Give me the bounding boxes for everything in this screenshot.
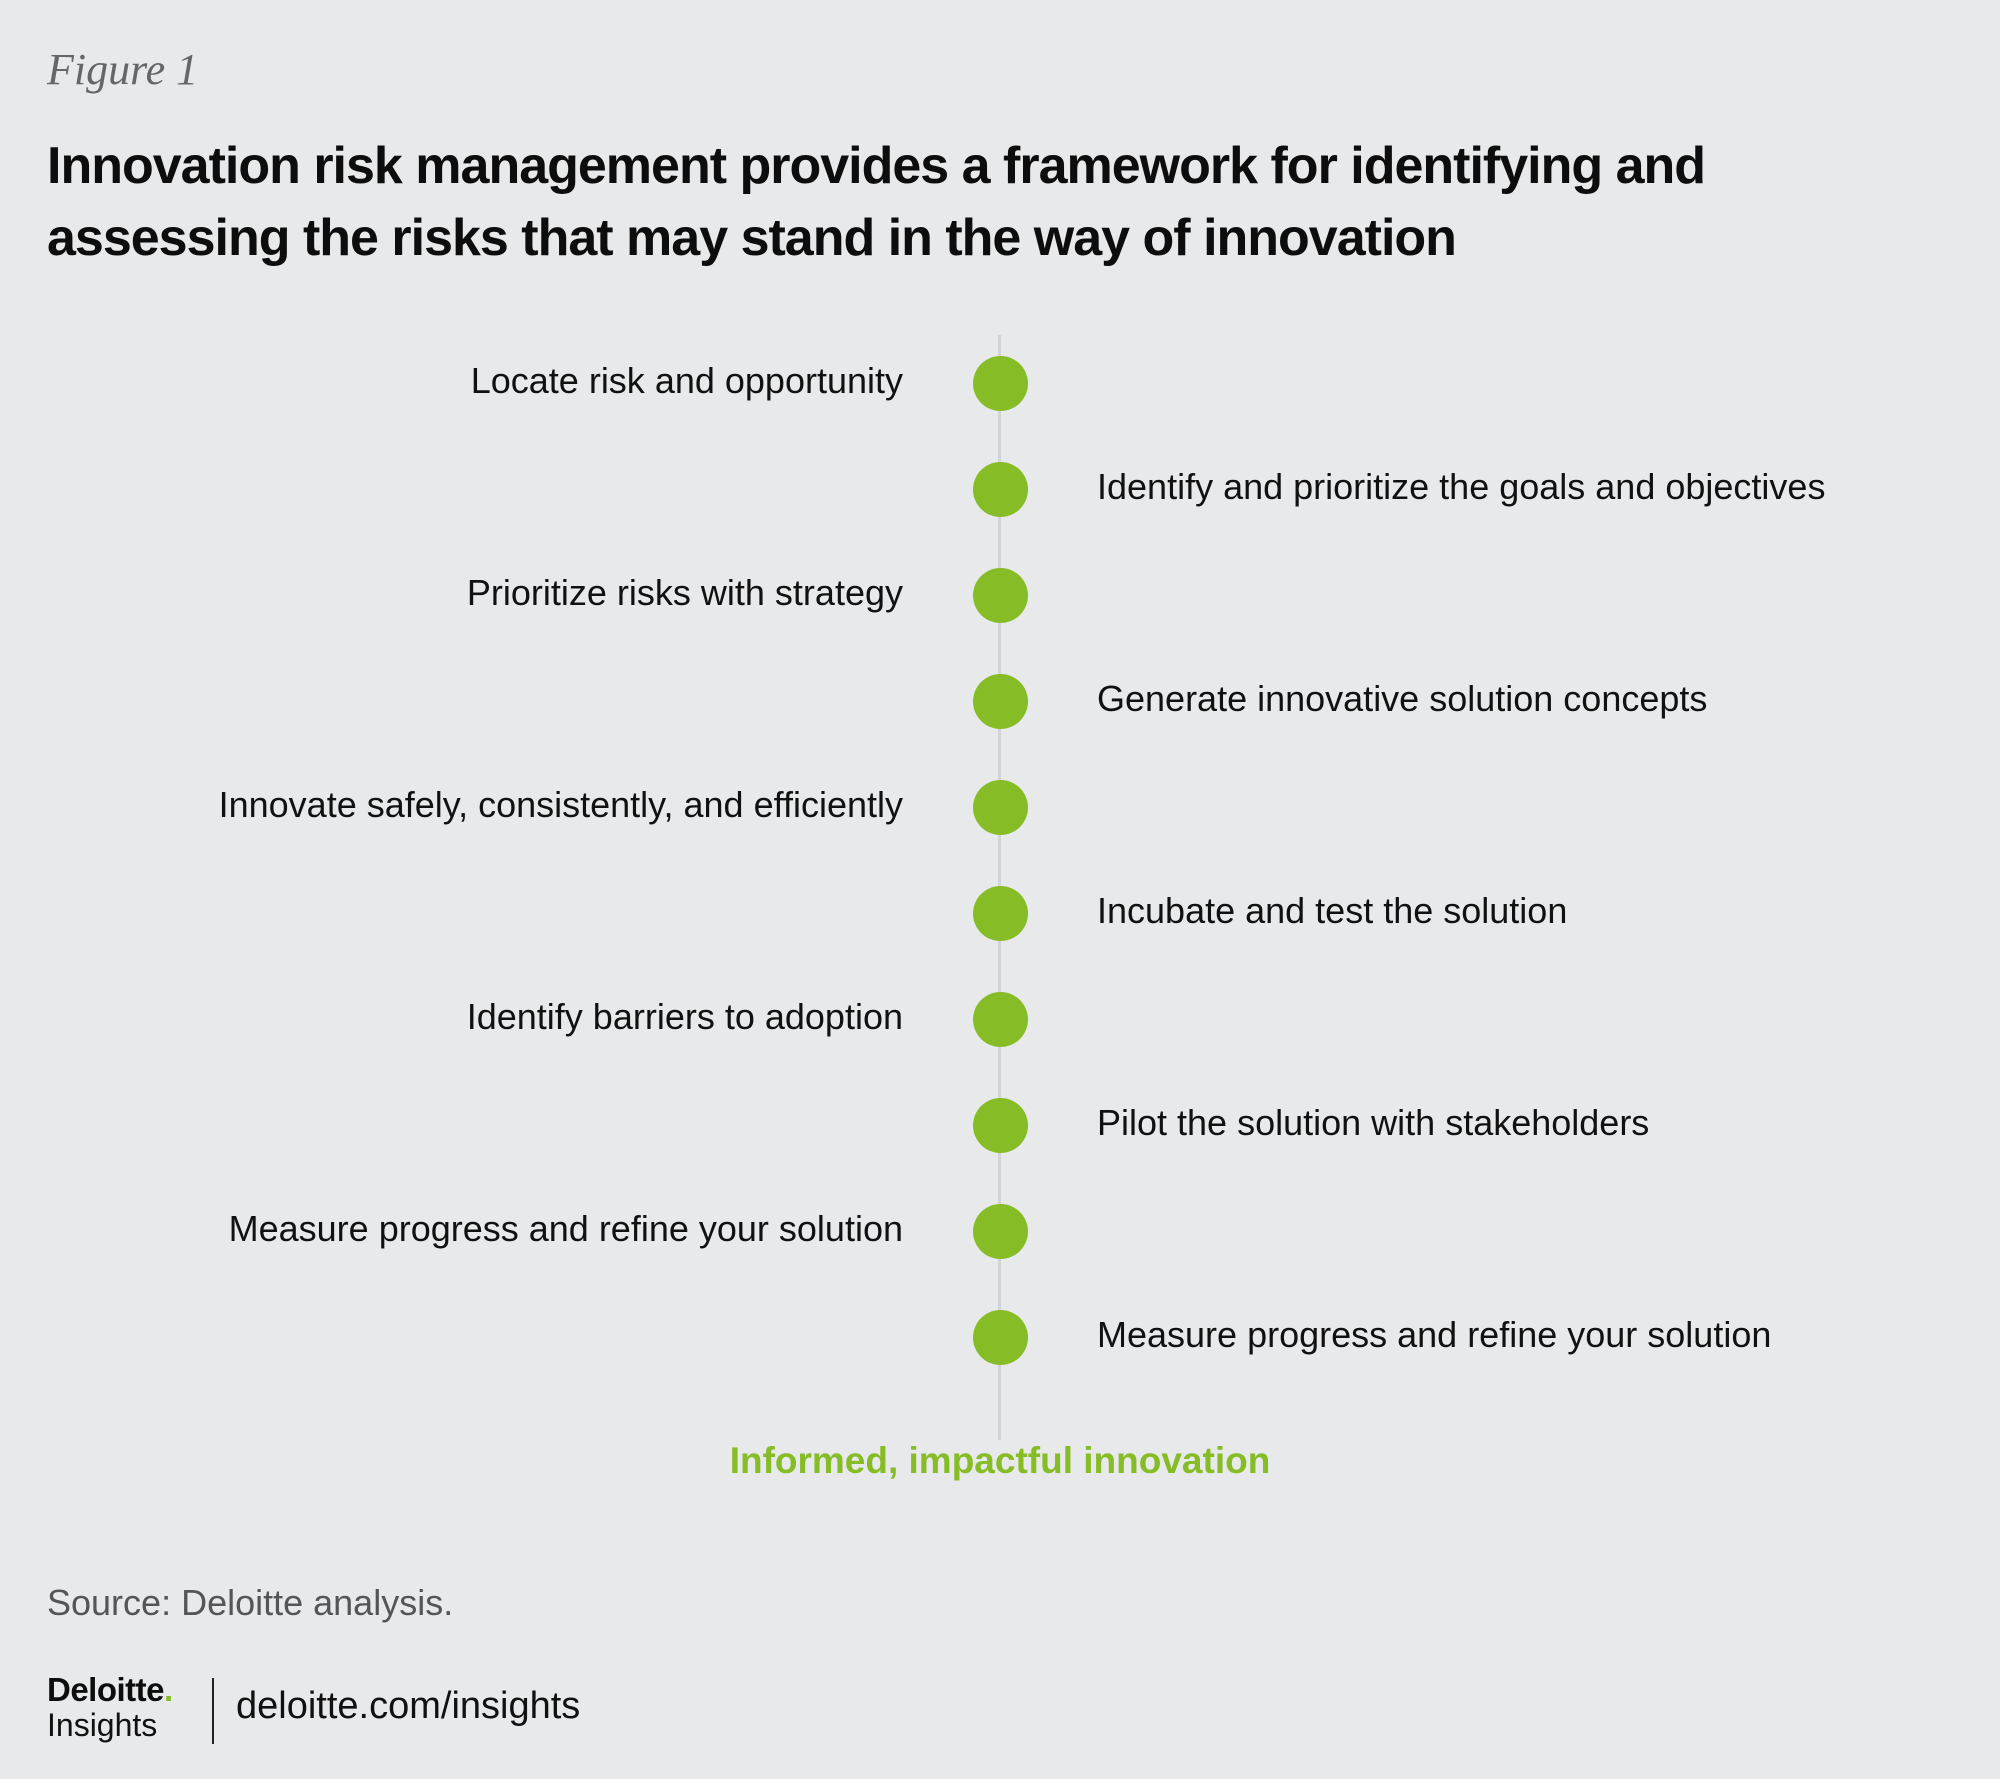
source-note: Source: Deloitte analysis.	[47, 1582, 454, 1623]
step-label-left: Identify barriers to adoption	[466, 996, 903, 1037]
step-dot	[973, 992, 1028, 1047]
step-label-right: Incubate and test the solution	[1097, 890, 1568, 931]
step-label-right: Measure progress and refine your solution	[1097, 1314, 1772, 1355]
step-label-right: Pilot the solution with stakeholders	[1097, 1102, 1650, 1143]
logo-subtitle: Insights	[47, 1707, 158, 1743]
footer-divider	[212, 1678, 214, 1744]
logo-dot: .	[164, 1671, 173, 1708]
step-dot	[973, 886, 1028, 941]
site-link[interactable]: deloitte.com/insights	[236, 1685, 581, 1727]
step-label-left: Measure progress and refine your solution	[228, 1208, 903, 1249]
step-label-right: Generate innovative solution concepts	[1097, 678, 1708, 719]
step-dot	[973, 1310, 1028, 1365]
step-dot	[973, 780, 1028, 835]
step-dot	[973, 674, 1028, 729]
step-dot	[973, 1204, 1028, 1259]
page-title: Innovation risk management provides a framework for identifying and assessing the risks that may stand in the way of innovation	[47, 137, 1706, 267]
step-dot	[973, 356, 1028, 411]
figure-label: Figure 1	[47, 45, 199, 94]
step-dot	[973, 568, 1028, 623]
outcome-label: Informed, impactful innovation	[729, 1440, 1271, 1481]
step-label-left: Innovate safely, consistently, and efficiently	[218, 784, 903, 825]
deloitte-insights-logo	[47, 1672, 173, 1742]
step-label-left: Prioritize risks with strategy	[466, 572, 903, 613]
step-label-left: Locate risk and opportunity	[470, 360, 903, 401]
logo-wordmark	[47, 1672, 173, 1708]
step-label-right: Identify and prioritize the goals and objectives	[1097, 466, 1826, 507]
step-dot	[973, 1098, 1028, 1153]
logo-main-text: Deloitte	[47, 1671, 165, 1708]
step-dot	[973, 462, 1028, 517]
